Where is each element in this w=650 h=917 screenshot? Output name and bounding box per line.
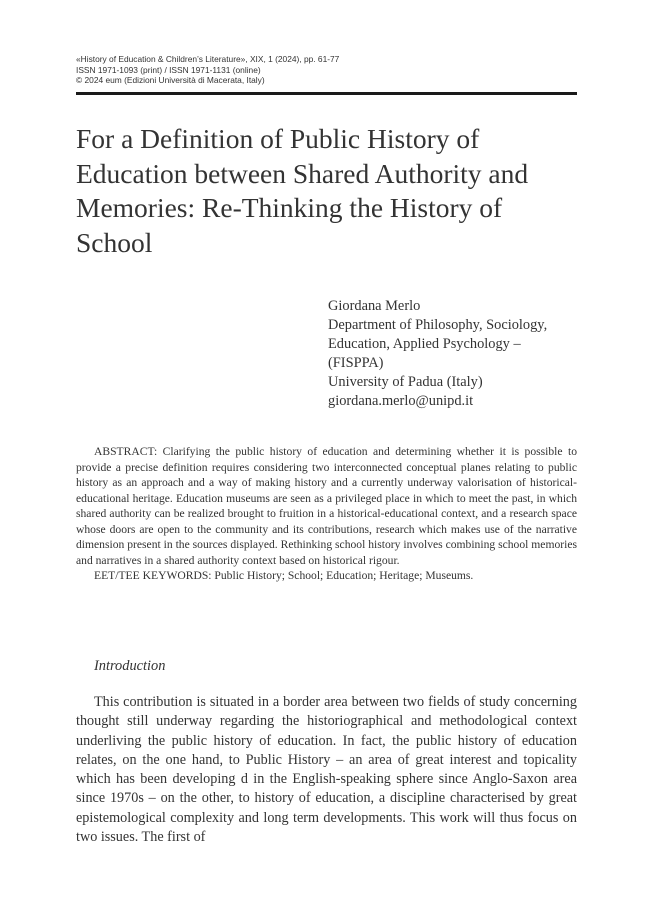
journal-citation: «History of Education & Children’s Literature», XIX, 1 (2024), pp. 61-77: [76, 54, 340, 64]
title-line: Education between Shared Authority and: [76, 157, 529, 189]
article-title: [76, 122, 596, 260]
keywords-line: EET/TEE KEYWORDS: Public History; School; Education; Heritage; Museums.: [94, 569, 474, 582]
title-line: For a Definition of Public History of: [76, 123, 480, 154]
header-rule: [76, 92, 577, 95]
section-heading: Introduction: [94, 658, 166, 674]
copyright-line: © 2024 eum (Edizioni Università di Macerata, Italy): [76, 75, 265, 86]
abstract-block: [76, 444, 577, 584]
issn-line: ISSN 1971-1093 (print) / ISSN 1971-1131 (online): [76, 64, 261, 75]
title-line: Memories: Re-Thinking the History of: [76, 192, 503, 224]
journal-header: [76, 54, 576, 86]
author-block: [328, 297, 588, 411]
author-name: Giordana Merlo: [328, 298, 421, 314]
affiliation-line: Education, Applied Psychology –: [328, 336, 521, 352]
abstract-text: ABSTRACT: Clarifying the public history of education and determining whether it is possible to provide a precise definition requires considering two interconnected conceptual planes relating to public history as an approach and a way of making history and a currently underway valorisation of historical-educational heritage. Education museums are seen as a privileged place in which to meet the past, in which shared authority can be realized brought to fruition in a historical-educational context, and a research space whose doors are open to the community and its contributions, research which makes use of the narrative dimension present in the sources displayed. Rethinking school history involves combining school memories and narratives in a shared authority context based on historical rigour.: [76, 445, 577, 567]
affiliation-line: (FISPPA): [328, 355, 384, 371]
body-paragraph: This contribution is situated in a border area between two fields of study concerning thought still underway regarding the historiographical and methodological context underliving the public history of education. In fact, the public history of education relates, on the one hand, to Public History – an area of great interest and topicality which has been developing d in the English-speaking sphere since Anglo-Saxon area since 1970s – on the other, to history of education, a discipline characterised by great epistemological complexity and long term developments. This work will thus focus on two issues. The first of: [76, 694, 577, 846]
affiliation-line: Department of Philosophy, Sociology,: [328, 317, 548, 333]
title-line: School: [76, 226, 153, 258]
author-email: giordana.merlo@unipd.it: [328, 393, 474, 409]
affiliation-line: University of Padua (Italy): [328, 374, 483, 390]
